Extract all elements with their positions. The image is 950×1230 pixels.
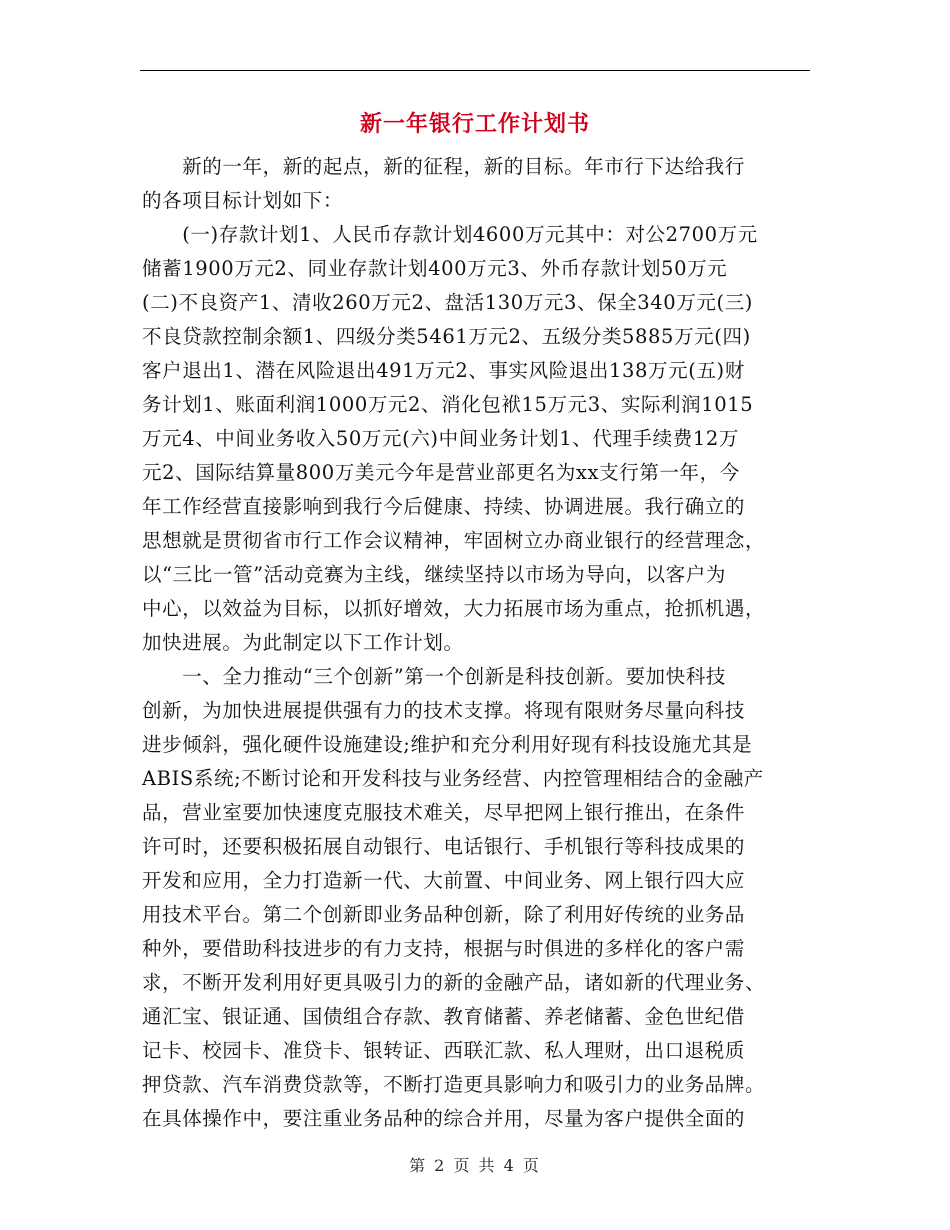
page-footer: 第 2 页 共 4 页 — [409, 1156, 541, 1175]
body-line: 创新，为加快进展提供强有力的技术支撑。将现有限财务尽量向科技 — [142, 699, 746, 722]
body-line: 一、全力推动“三个创新”第一个创新是科技创新。要加快科技 — [142, 665, 726, 688]
body-line: 储蓄1900万元2、同业存款计划400万元3、外币存款计划50万元 — [142, 257, 728, 280]
body-line: 新的一年，新的起点，新的征程，新的目标。年市行下达给我行 — [142, 155, 746, 178]
body-line: 不良贷款控制余额1、四级分类5461万元2、五级分类5885万元(四) — [142, 325, 751, 348]
header-rule — [140, 70, 810, 71]
body-line: 客户退出1、潜在风险退出491万元2、事实风险退出138万元(五)财 — [142, 359, 745, 382]
body-line: 记卡、校园卡、准贷卡、银转证、西联汇款、私人理财，出口退税质 — [142, 1039, 746, 1062]
body-line: (二)不良资产1、清收260万元2、盘活130万元3、保全340万元(三) — [142, 291, 754, 314]
body-line: 务计划1、账面利润1000万元2、消化包袱15万元3、实际利润1015 — [142, 393, 754, 416]
body-line: 万元4、中间业务收入50万元(六)中间业务计划1、代理手续费12万 — [142, 427, 739, 450]
body-line: 通汇宝、银证通、国债组合存款、教育储蓄、养老储蓄、金色世纪借 — [142, 1005, 746, 1028]
body-line: 押贷款、汽车消费贷款等，不断打造更具影响力和吸引力的业务品牌。 — [142, 1073, 766, 1096]
body-line: (一)存款计划1、人民币存款计划4600万元其中：对公2700万元 — [142, 223, 758, 246]
body-line: 品，营业室要加快速度克服技术难关，尽早把网上银行推出，在条件 — [142, 801, 746, 824]
body-line: ABIS系统;不断讨论和开发科技与业务经营、内控管理相结合的金融产 — [142, 767, 764, 790]
body-line: 的各项目标计划如下： — [142, 189, 344, 212]
document-body — [142, 150, 810, 1136]
body-line: 中心，以效益为目标，以抓好增效，大力拓展市场为重点，抢抓机遇， — [142, 597, 766, 620]
body-line: 进步倾斜，强化硬件设施建设;维护和充分利用好现有科技设施尤其是 — [142, 733, 753, 756]
document-title: 新一年银行工作计划书 — [359, 111, 590, 137]
body-line: 以“三比一管”活动竞赛为主线，继续坚持以市场为导向，以客户为 — [142, 563, 726, 586]
body-line: 在具体操作中，要注重业务品种的综合并用，尽量为客户提供全面的 — [142, 1107, 746, 1130]
body-line: 加快进展。为此制定以下工作计划。 — [142, 631, 464, 654]
body-line: 开发和应用，全力打造新一代、大前置、中间业务、网上银行四大应 — [142, 869, 746, 892]
body-line: 求，不断开发利用好更具吸引力的新的金融产品，诸如新的代理业务、 — [142, 971, 766, 994]
body-line: 元2、国际结算量800万美元今年是营业部更名为xx支行第一年，今 — [142, 461, 740, 484]
body-line: 许可时，还要积极拓展自动银行、电话银行、手机银行等科技成果的 — [142, 835, 746, 858]
body-line: 用技术平台。第二个创新即业务品种创新，除了利用好传统的业务品 — [142, 903, 746, 926]
body-line: 种外，要借助科技进步的有力支持，根据与时俱进的多样化的客户需 — [142, 937, 746, 960]
body-line: 年工作经营直接影响到我行今后健康、持续、协调进展。我行确立的 — [142, 495, 746, 518]
body-line: 思想就是贯彻省市行工作会议精神，牢固树立办商业银行的经营理念， — [142, 529, 766, 552]
